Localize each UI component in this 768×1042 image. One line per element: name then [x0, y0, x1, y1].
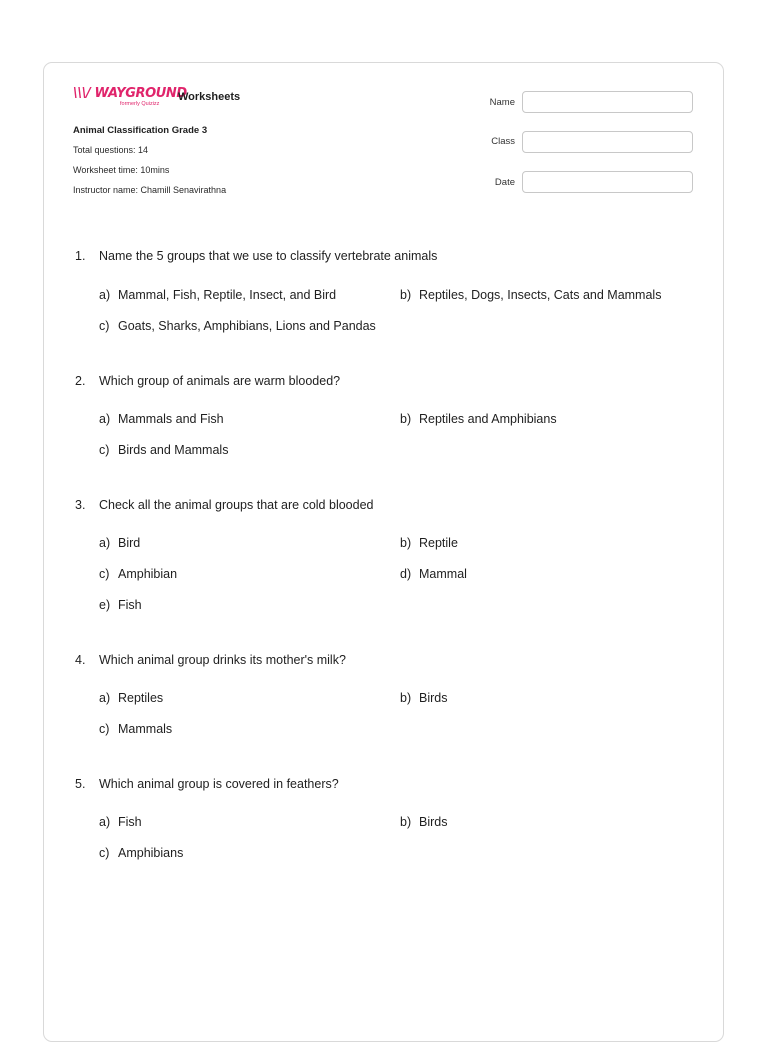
option-letter: a) [99, 691, 111, 705]
option-5b[interactable] [400, 815, 447, 829]
option-4c[interactable] [99, 722, 172, 736]
option-text: Goats, Sharks, Amphibians, Lions and Pandas [118, 319, 376, 333]
option-text: Birds [419, 815, 448, 829]
instructor-name: Instructor name: Chamill Senavirathna [73, 185, 227, 195]
question-text: Check all the animal groups that are cold blooded [99, 498, 374, 512]
option-letter: d) [400, 567, 412, 581]
option-letter: c) [99, 722, 110, 736]
option-5a[interactable] [99, 815, 142, 829]
option-letter: b) [400, 288, 412, 302]
option-letter: b) [400, 536, 412, 550]
option-2a[interactable] [99, 412, 224, 426]
option-1c[interactable] [99, 319, 376, 333]
option-text: Mammal, Fish, Reptile, Insect, and Bird [118, 288, 337, 302]
option-text: Mammals [118, 722, 173, 736]
option-3c[interactable] [99, 567, 177, 581]
brand-mark-icon: \\\/ [73, 86, 91, 101]
option-text: Birds and Mammals [118, 443, 229, 457]
option-text: Fish [118, 598, 142, 612]
option-letter: e) [99, 598, 111, 612]
class-field[interactable] [522, 131, 693, 153]
option-letter: b) [400, 691, 412, 705]
question-text: Which group of animals are warm blooded? [99, 374, 341, 388]
option-text: Reptiles [118, 691, 164, 705]
option-letter: c) [99, 846, 110, 860]
option-text: Fish [118, 815, 142, 829]
option-text: Amphibian [118, 567, 178, 581]
section-label: Worksheets [178, 91, 241, 103]
option-text: Bird [118, 536, 141, 550]
option-3e[interactable] [99, 598, 142, 612]
option-1a[interactable] [99, 288, 336, 302]
option-text: Amphibians [118, 846, 184, 860]
date-label: Date [494, 177, 515, 188]
worksheet-title: Animal Classification Grade 3 [73, 125, 208, 136]
question-number: 2. [75, 374, 86, 388]
question-text: Which animal group drinks its mother's milk? [99, 653, 346, 667]
option-letter: c) [99, 319, 110, 333]
option-2b[interactable] [400, 412, 557, 426]
option-letter: a) [99, 288, 111, 302]
question-number: 4. [75, 653, 86, 667]
option-text: Reptile [419, 536, 458, 550]
worksheet-page [43, 62, 724, 1042]
name-label: Name [489, 97, 515, 108]
class-label: Class [491, 136, 515, 147]
question-text: Name the 5 groups that we use to classify vertebrate animals [99, 249, 438, 263]
brand-subtitle: formerly Quizizz [120, 101, 160, 107]
option-4b[interactable] [400, 691, 447, 705]
option-text: Reptiles and Amphibians [419, 412, 557, 426]
option-letter: a) [99, 536, 111, 550]
question-number: 5. [75, 777, 86, 791]
option-3b[interactable] [400, 536, 458, 550]
option-letter: c) [99, 443, 110, 457]
option-letter: a) [99, 815, 111, 829]
option-letter: b) [400, 412, 412, 426]
option-letter: a) [99, 412, 111, 426]
option-text: Mammal [419, 567, 467, 581]
brand-wordmark: \\\/ WAYGROUND [73, 86, 187, 101]
option-4a[interactable] [99, 691, 163, 705]
option-letter: c) [99, 567, 110, 581]
question-number: 1. [75, 249, 86, 263]
option-2c[interactable] [99, 443, 228, 457]
option-letter: b) [400, 815, 412, 829]
question-number: 3. [75, 498, 86, 512]
option-text: Birds [419, 691, 448, 705]
question-text: Which animal group is covered in feathers? [99, 777, 339, 791]
option-3d[interactable] [400, 567, 467, 581]
option-text: Reptiles, Dogs, Insects, Cats and Mammals [419, 288, 662, 302]
name-field[interactable] [522, 91, 693, 113]
option-3a[interactable] [99, 536, 140, 550]
date-field[interactable] [522, 171, 693, 193]
option-text: Mammals and Fish [118, 412, 224, 426]
option-1b[interactable] [400, 288, 661, 302]
option-5c[interactable] [99, 846, 183, 860]
total-questions: Total questions: 14 [73, 145, 149, 155]
worksheet-time: Worksheet time: 10mins [73, 165, 170, 175]
